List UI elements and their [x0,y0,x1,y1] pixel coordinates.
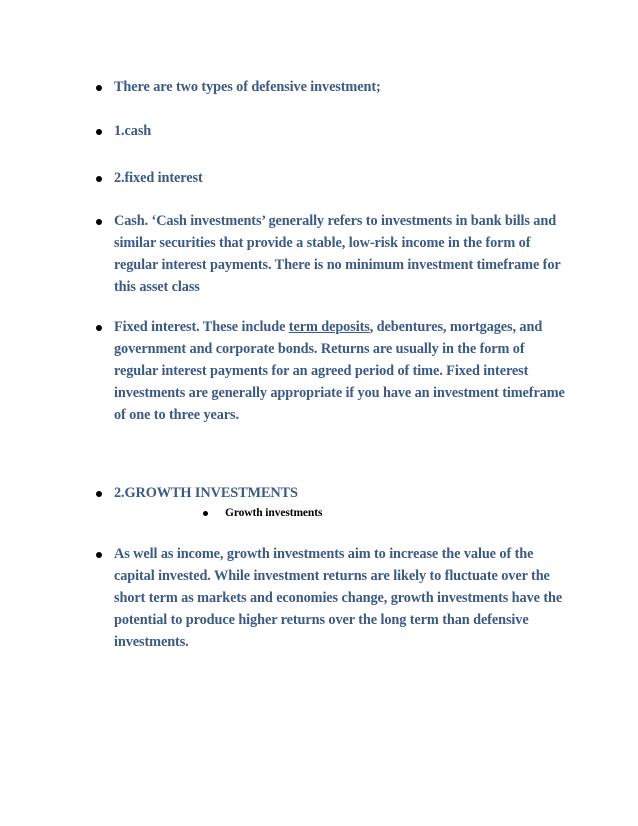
list-item-text: 2.fixed interest [114,170,203,186]
bullet-icon [203,511,208,516]
bullet-icon [96,176,102,182]
list-item-text: 1.cash [114,123,152,139]
list-item-text: As well as income, growth investments aim to increase the value of the capital invested. While investment returns are likely to fluctuate over the short term as markets and economies change, growth investments have the potential to produce higher returns over the long term than defensive investments. [114,546,563,650]
text-before-link: Fixed interest. These include [114,319,289,335]
list-item-text: 2.GROWTH INVESTMENTS [114,485,298,501]
bullet-icon [96,85,102,91]
term-deposits-link[interactable]: term deposits [288,319,370,335]
bullet-icon [96,491,102,497]
list-item-text [114,316,566,426]
list-item-text: Cash. ‘Cash investments’ generally refers to investments in bank bills and similar securities that provide a stable, low-risk income in the form of regular interest payments. There is no minimum investment timeframe for this asset class [114,213,561,295]
bullet-icon [96,219,102,225]
list-item-text: There are two types of defensive investment; [114,79,381,95]
text-after-link: , debentures, mortgages, and government and corporate bonds. Returns are usually in the form of regular interest payments for an agreed period of time. Fixed interest investments are generally appropriate if you have an investment timeframe of one to three years. [114,319,565,423]
bullet-icon [96,552,102,558]
bullet-icon [96,325,102,331]
bullet-icon [96,129,102,135]
sub-list-item-text: Growth investments [225,507,323,519]
